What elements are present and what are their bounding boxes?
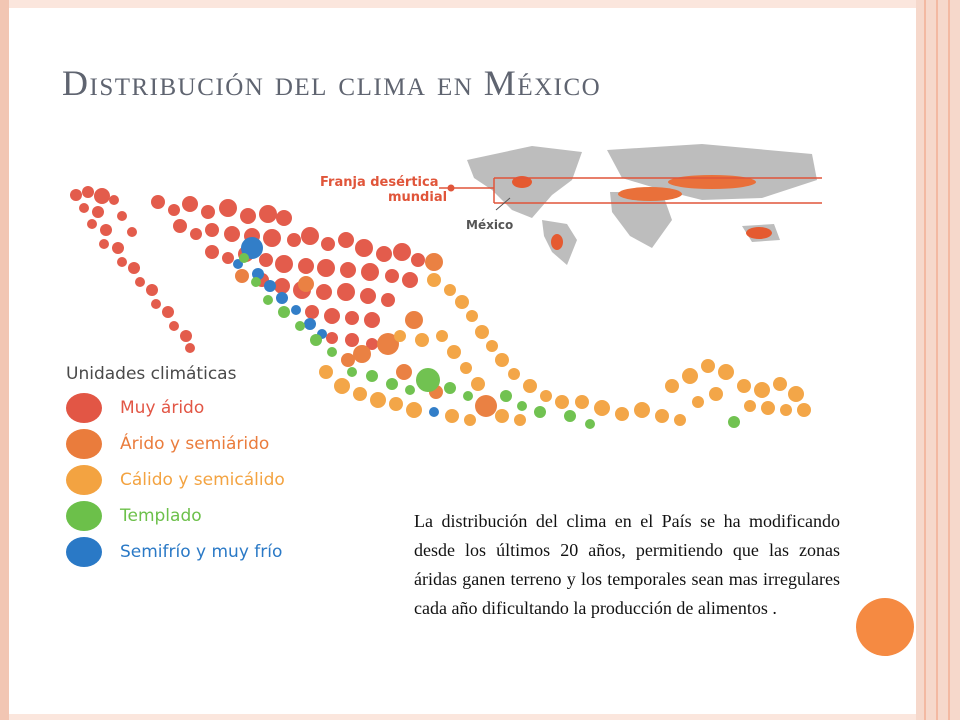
inset-stripe-label-1: Franja desértica (320, 175, 439, 190)
legend-title: Unidades climáticas (66, 364, 237, 384)
legend-label: Cálido y semicálido (120, 470, 285, 490)
inset-desert-sahara (618, 187, 682, 201)
slide-body-text: La distribución del clima en el País se ha modificando desde los últimos 20 años, permitiendo que las zonas áridas ganen terreno y los temporales sean mas irregulares cada año dificultando la producción de alimentos . (414, 511, 840, 618)
inset-mexico-label: México (466, 218, 514, 232)
decorative-circle (856, 598, 914, 656)
inset-stripe-label-2: mundial (388, 190, 448, 205)
slide-title: Distribución del clima en México (62, 63, 602, 103)
legend-swatch (66, 501, 102, 531)
inset-desert-sa (551, 234, 563, 250)
inset-desert-australia (746, 227, 772, 239)
legend-swatch (66, 537, 102, 567)
inset-pointer-dot (448, 185, 455, 192)
slide-frame-right (916, 0, 960, 720)
legend-label: Templado (120, 506, 202, 526)
legend-item-calido-semicalido (66, 462, 285, 498)
legend-label: Muy árido (120, 398, 205, 418)
slide-frame-bottom (9, 714, 916, 720)
legend-item-arido-semiarido (66, 426, 285, 462)
legend-item-muy-arido (66, 390, 285, 426)
climate-legend (66, 364, 285, 570)
legend-swatch (66, 465, 102, 495)
legend-item-templado (66, 498, 285, 534)
legend-item-semifrio (66, 534, 285, 570)
legend-label: Árido y semiárido (120, 434, 270, 454)
slide-frame-left (0, 0, 9, 720)
inset-desert-asia (668, 175, 756, 189)
legend-label: Semifrío y muy frío (120, 542, 283, 562)
slide-frame-top (9, 0, 916, 8)
legend-swatch (66, 393, 102, 423)
legend-swatch (66, 429, 102, 459)
